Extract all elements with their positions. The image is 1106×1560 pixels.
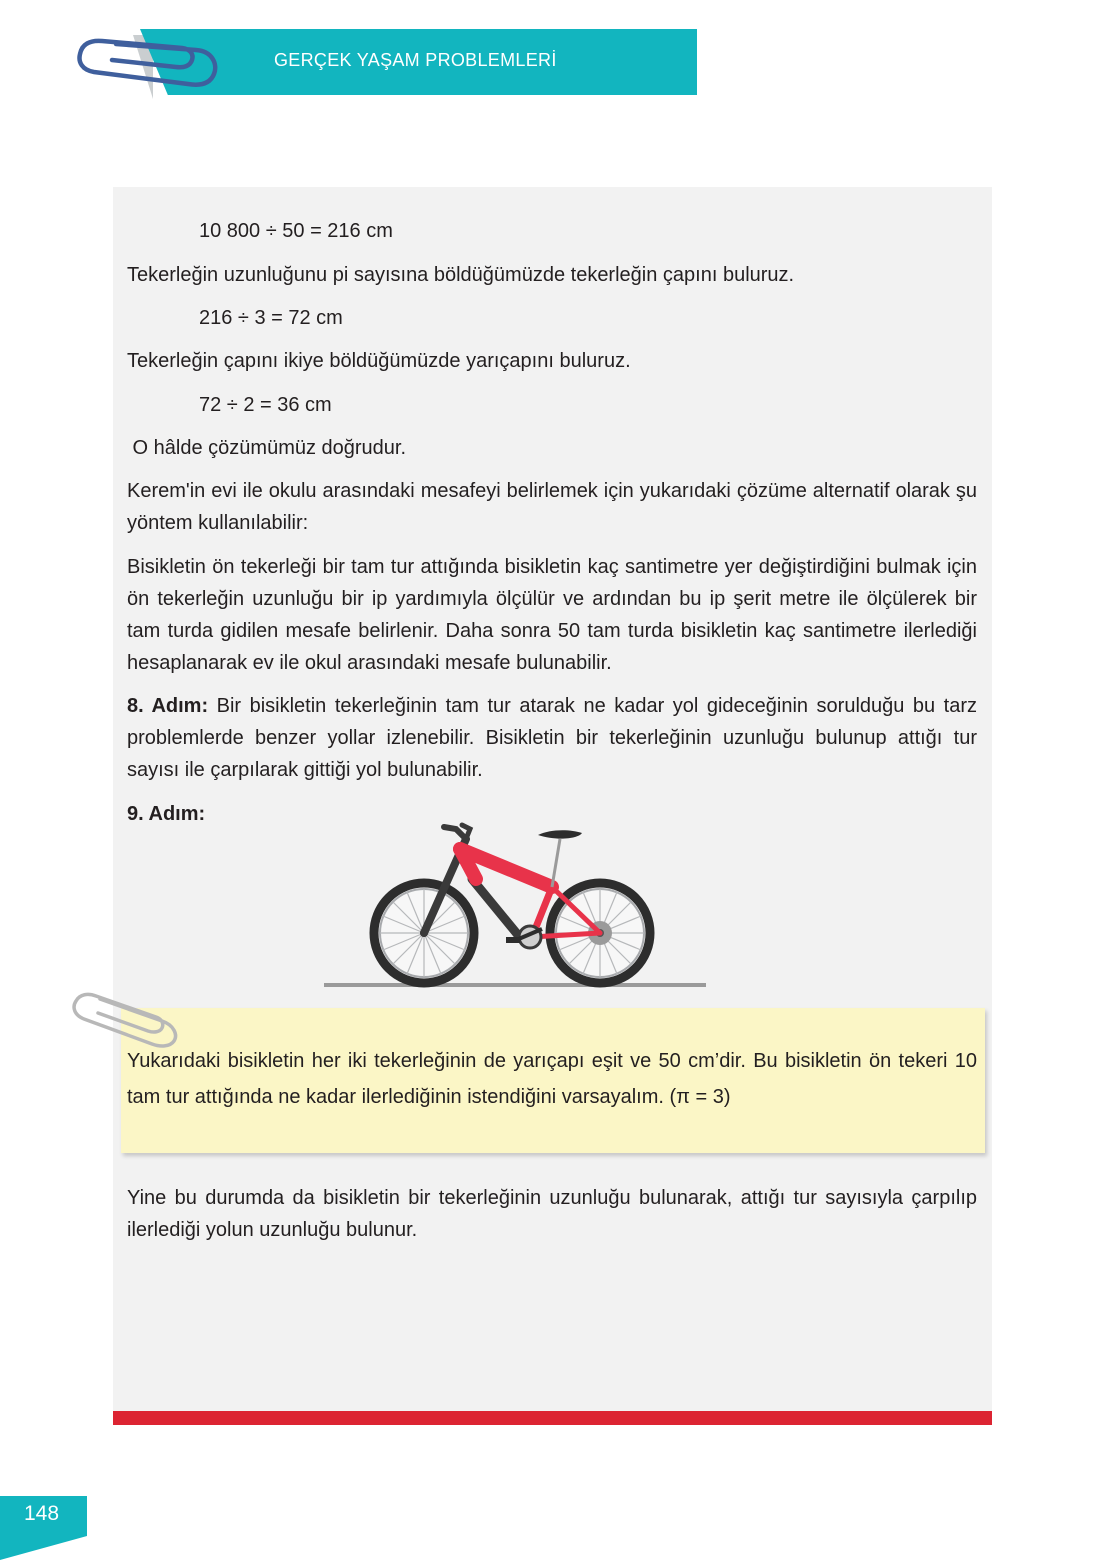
page-number: 148 (24, 1502, 60, 1525)
note-text: Yukarıdaki bisikletin her iki tekerleğinin de yarıçapı eşit ve 50 cm’dir. Bu bisikletin ön tekeri 10 tam tur attığında ne kadar ilerlediğinin istendiğini varsayalım. (π = 3) (127, 1050, 977, 1108)
equation-1: 10 800 ÷ 50 = 216 cm (199, 220, 393, 242)
paperclip-icon (76, 24, 221, 92)
paragraph-diameter: Tekerleğin uzunluğunu pi sayısına böldüğümüzde tekerleğin çapını buluruz. (127, 264, 795, 286)
step-8-text: Bir bisikletin tekerleğinin tam tur atarak ne kadar yol gideceğinin sorulduğu bu tarz problemlerde benzer yollar izlenebilir. Bisikletin bir tekerleğinin uzunluğu bulunup attığı tur sayısı ile çarpılarak gittiği yol bulunabilir. (127, 695, 978, 781)
section-title: GERÇEK YAŞAM PROBLEMLERİ (274, 50, 557, 70)
equation-3: 72 ÷ 2 = 36 cm (199, 394, 332, 416)
equation-2: 216 ÷ 3 = 72 cm (199, 307, 343, 329)
paragraph-radius: Tekerleğin çapını ikiye böldüğümüzde yarıçapını buluruz. (127, 350, 631, 372)
ground-line (324, 983, 706, 987)
step-8-label: 8. Adım: (127, 695, 209, 717)
bicycle-illustration (320, 817, 710, 992)
paragraph-method: Bisikletin ön tekerleği bir tam tur attığında bisikletin kaç santimetre yer değiştirdiğini bulmak için ön tekerleğin uzunluğu bir ip yardımıyla ölçülür ve ardından bu ip şerit metre ile ölçülerek bir tam turda gidilen mesafe belirlenir. Daha sonra 50 tam turda bisikletin kaç santimetre ilerlediği hesaplanarak ev ile okul arasındaki mesafe bulunabilir. (127, 556, 977, 674)
step-8 (127, 690, 977, 786)
paperclip-icon (70, 985, 182, 1049)
paragraph-alternative: Kerem'in evi ile okulu arasındaki mesafeyi belirlemek için yukarıdaki çözüme alternatif olarak şu yöntem kullanılabilir: (127, 480, 977, 534)
step-9-label: 9. Adım: (127, 803, 206, 825)
footer-accent-bar (113, 1411, 992, 1425)
paragraph-final: Yine bu durumda da bisikletin bir tekerleğinin uzunluğu bulunarak, attığı tur sayısıyla çarpılıp ilerlediği yolun uzunluğu bulunur. (127, 1187, 977, 1241)
paragraph-conclusion: O hâlde çözümümüz doğrudur. (127, 437, 407, 459)
